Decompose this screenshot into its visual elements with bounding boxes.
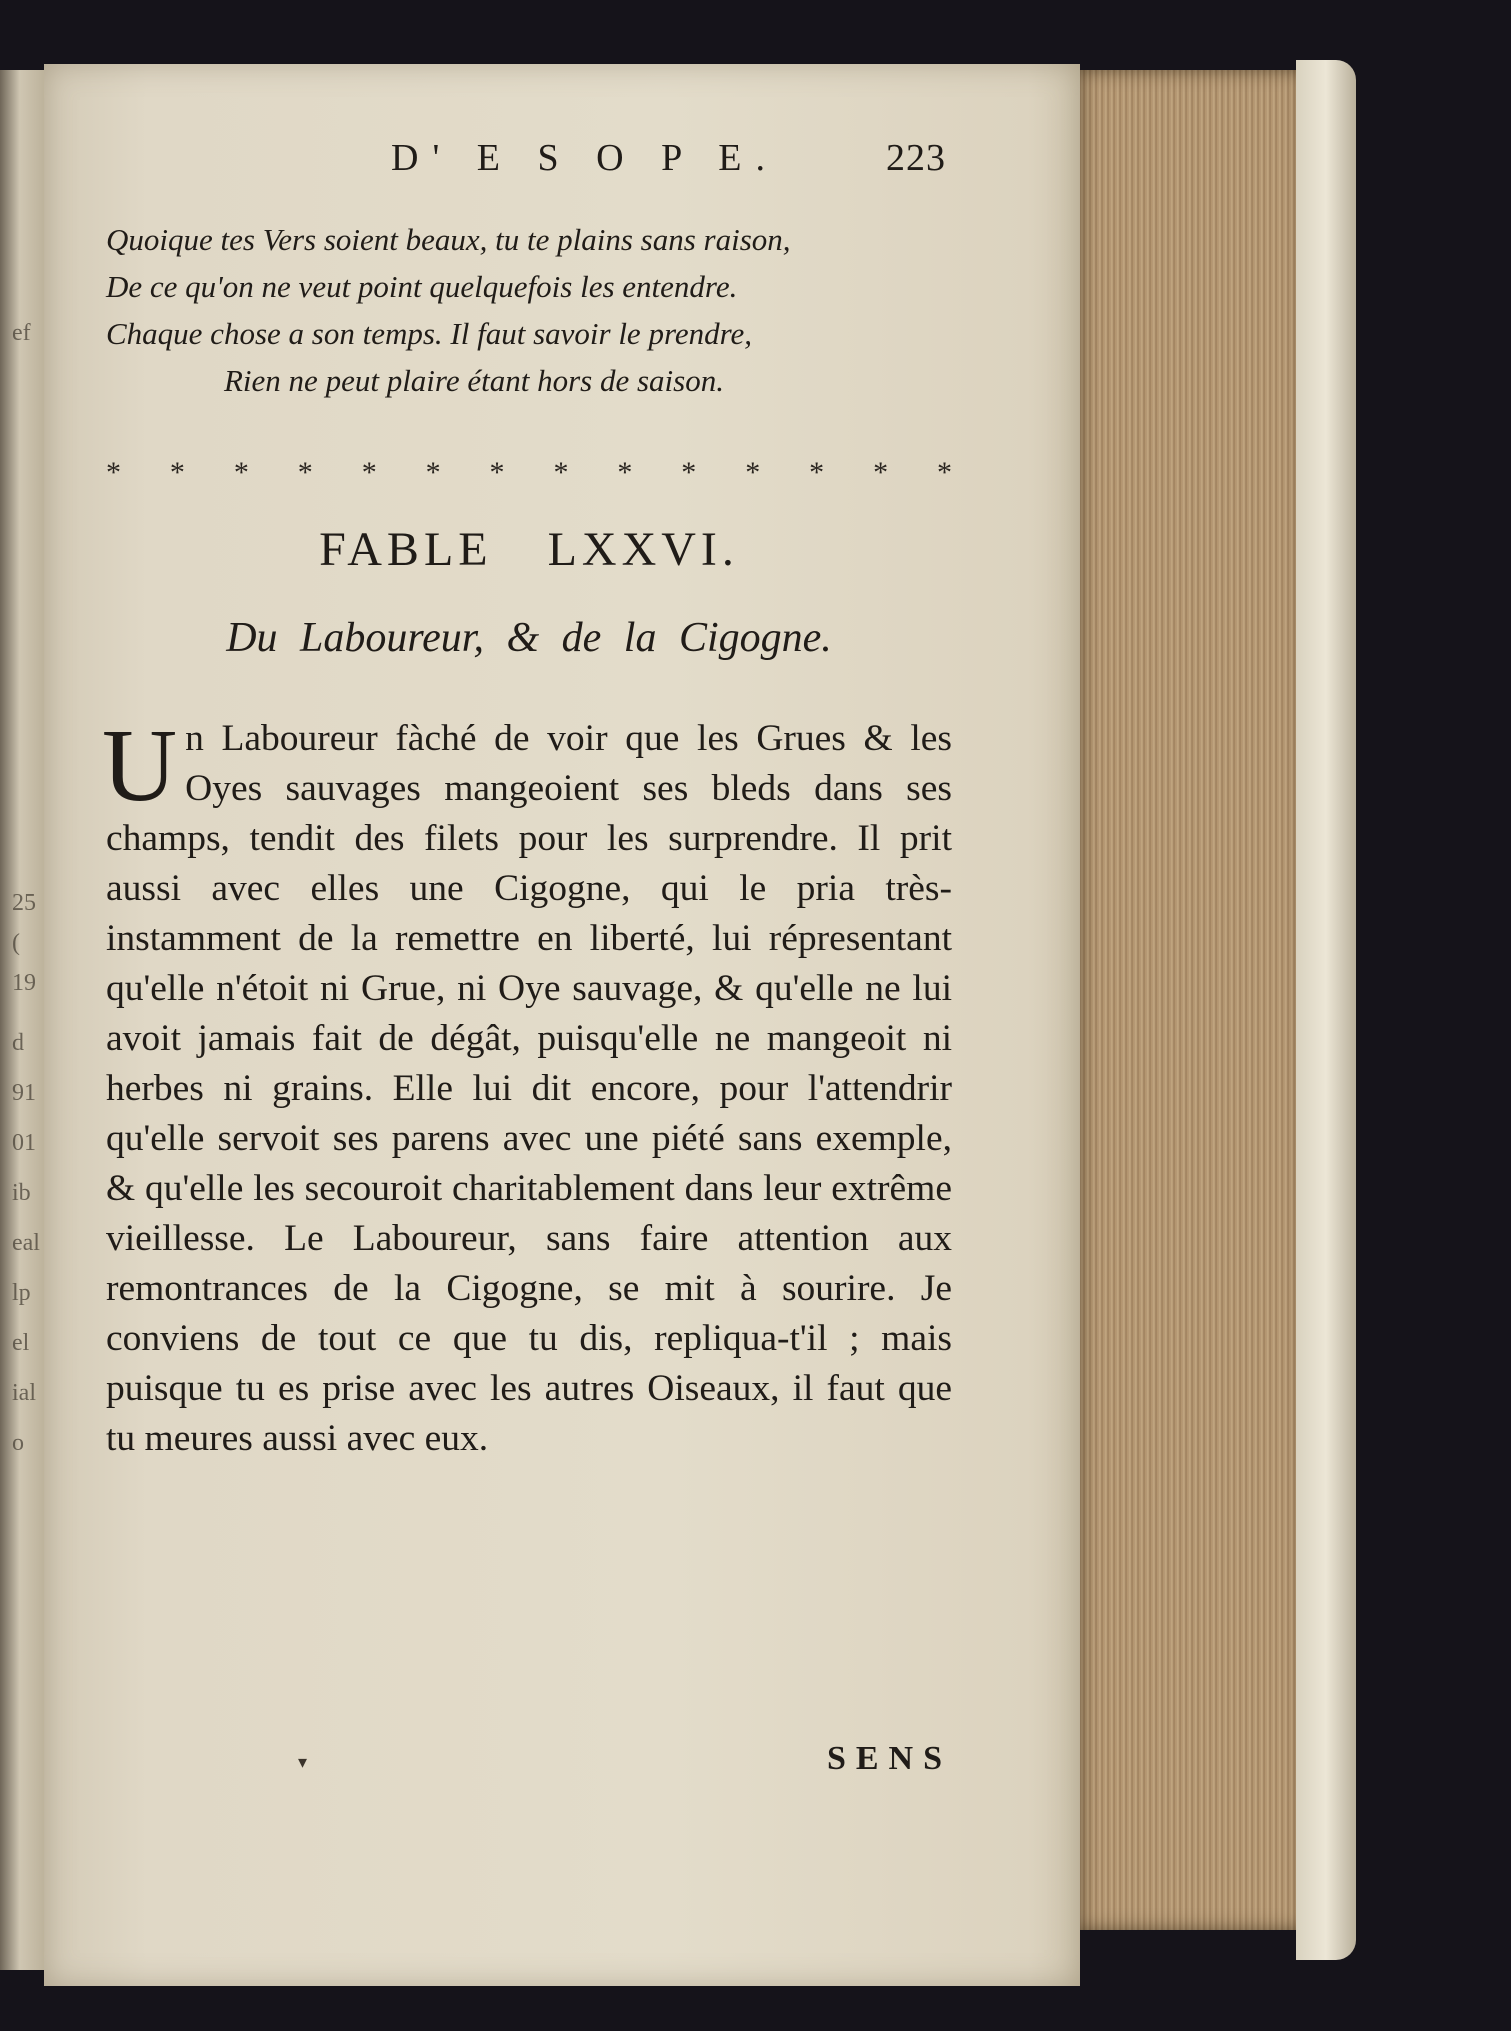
fable-body (102, 708, 952, 1464)
catchword: SENS (826, 1740, 952, 1777)
left-margin-fragment: ( (12, 930, 20, 956)
asterisk-ornament: * (169, 456, 185, 489)
footer-mark: ▾ (298, 1752, 308, 1772)
running-head (106, 136, 952, 196)
drop-cap: U (102, 708, 178, 823)
left-margin-fragment: 91 (12, 1080, 36, 1106)
left-margin-fragment: ial (12, 1380, 36, 1406)
book-binding (1296, 60, 1356, 1960)
verse-block (106, 216, 952, 404)
asterisk-ornament: * (936, 456, 952, 489)
left-margin-fragment: eal (12, 1230, 40, 1256)
fable-title: FABLE LXXVI. (319, 523, 739, 576)
left-margin-fragment: el (12, 1330, 30, 1356)
verse-line: Quoique tes Vers soient beaux, tu te plains sans raison, (106, 222, 791, 257)
running-head-title: D' E S O P E. (391, 137, 780, 179)
asterisk-ornament: * (681, 456, 697, 489)
left-margin-fragment: 01 (12, 1130, 36, 1156)
asterisk-ornament: * (553, 456, 569, 489)
left-margin-fragment: 25 (12, 890, 36, 916)
left-margin-fragment: ib (12, 1180, 31, 1206)
left-margin-fragment: lp (12, 1280, 31, 1306)
asterisk-ornament: * (297, 456, 313, 489)
left-margin-fragment: 19 (12, 970, 36, 996)
asterisk-ornament: * (361, 456, 377, 489)
verse-line: De ce qu'on ne veut point quelquefois les entendre. (106, 269, 738, 304)
left-margin-fragment: o (12, 1430, 24, 1456)
asterisk-ornament: * (425, 456, 441, 489)
left-margin-fragment: ef (12, 320, 31, 346)
asterisk-ornament: * (745, 456, 761, 489)
asterisk-ornament: * (873, 456, 889, 489)
asterisk-ornament: * (233, 456, 249, 489)
asterisk-ornament-row (106, 456, 952, 490)
asterisk-ornament: * (106, 456, 121, 489)
book-page (44, 64, 1080, 1986)
fable-body-text: n Laboureur fàché de voir que les Grues & les Oyes sauvages mangeoient ses bleds dans ses champs, tendit des filets pour les surprendre. Il prit aussi avec elles une Cigogne, qui le pria très-instamment de la remettre en liberté, lui répresentant qu'elle n'étoit ni Grue, ni Oye sauvage, & qu'elle ne lui avoit jamais fait de dégât, puisqu'elle ne mangeoit ni herbes ni grains. Elle lui dit encore, pour l'attendrir qu'elle servoit ses parens avec une piété sans exemple, & qu'elle les secouroit charitablement dans leur extrême vieillesse. Le Laboureur, sans faire attention aux remontrances de la Cigogne, se mit à sourire. Je conviens de tout ce que tu dis, repliqua-t'il ; mais puisque tu es prise avec les autres Oiseaux, il faut que tu meures aussi avec eux. (106, 718, 952, 1459)
left-margin-fragment: d (12, 1030, 24, 1056)
page-fore-edge (1080, 70, 1305, 1930)
asterisk-ornament: * (489, 456, 505, 489)
left-page-edge (0, 70, 46, 1970)
asterisk-ornament: * (809, 456, 825, 489)
verse-line: Rien ne peut plaire étant hors de saison. (224, 363, 724, 398)
fable-subtitle: Du Laboureur, & de la Cigogne. (226, 615, 832, 661)
page-number: 223 (886, 137, 946, 179)
verse-line: Chaque chose a son temps. Il faut savoir le prendre, (106, 316, 753, 351)
asterisk-ornament: * (617, 456, 633, 489)
